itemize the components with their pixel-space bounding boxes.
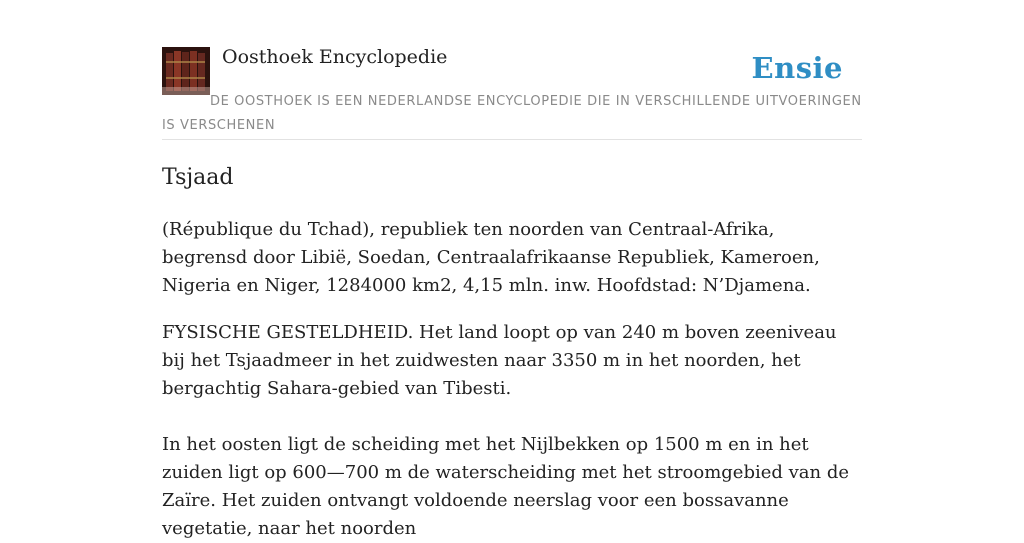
site-tagline: DE OOSTHOEK IS EEN NEDERLANDSE ENCYCLOPEDIE DIE IN VERSCHILLENDE UITVOERINGEN IS VERSCHENEN [162,94,862,133]
page-container [162,0,862,539]
article-paragraph-intro: (République du Tchad), republiek ten noorden van Centraal-Afrika, begrensd door Libië, Soedan, Centraalafrikaanse Republiek, Kameroen, Nigeria en Niger, 1284000 km2, 4,15 mln. inw. Hoofdstad: N’Djamena. [162,219,820,296]
article-paragraph-regions: In het oosten ligt de scheiding met het Nijlbekken op 1500 m en in het zuiden ligt op 600—700 m de waterscheiding met het stroomgebied van de Zaïre. Het zuiden ontvangt voldoende neerslag voor een bossavanne vegetatie, naar het noorden [162,434,850,539]
site-avatar[interactable] [162,47,210,95]
article-title: Tsjaad [162,165,234,190]
site-header [162,0,862,140]
book-spines-icon [162,47,210,95]
site-name-link[interactable]: Oosthoek Encyclopedie [222,46,448,68]
article-paragraph-physical: FYSISCHE GESTELDHEID. Het land loopt op van 240 m boven zeeniveau bij het Tsjaadmeer in het zuidwesten naar 3350 m in het noorden, het bergachtig Sahara-gebied van Tibesti. [162,322,837,399]
brand-logo-link[interactable]: Ensie [751,51,843,85]
article-body [162,160,862,543]
